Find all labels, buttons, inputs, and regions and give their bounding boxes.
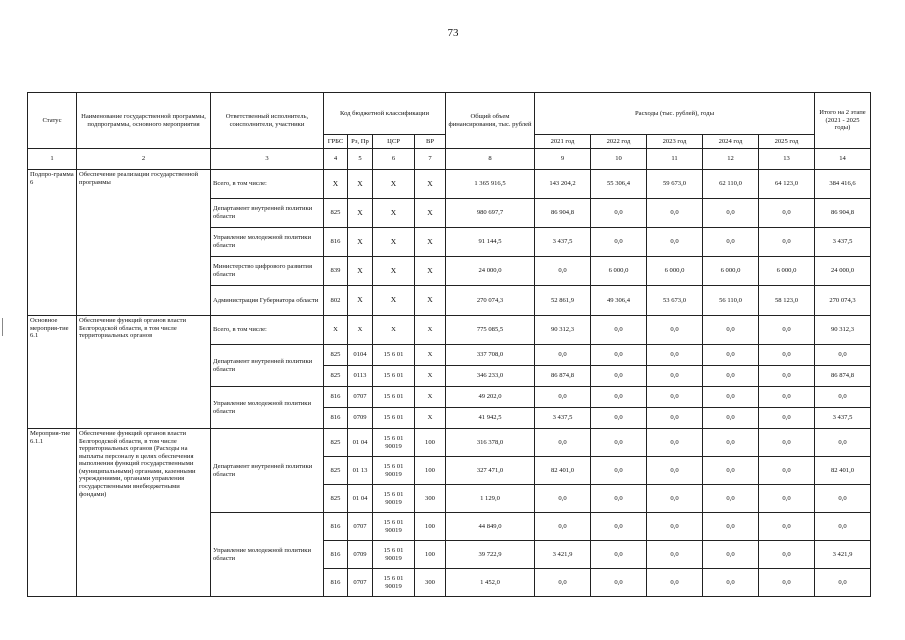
cell-2025: 6 000,0 (759, 257, 815, 286)
cell-2025: 0,0 (759, 457, 815, 485)
page-number: 73 (447, 27, 459, 39)
cell-vr: Х (415, 199, 446, 228)
cell-vr: Х (415, 408, 446, 429)
row-status: Мероприя-тие 6.1.1 (28, 429, 77, 597)
cell-csr: Х (373, 286, 415, 316)
cell-2023: 0,0 (647, 457, 703, 485)
column-number: 3 (211, 149, 324, 170)
row-executor: Всего, в том числе: (211, 170, 324, 199)
header-grbs: ГРБС (324, 135, 348, 149)
cell-rzpr: Х (348, 170, 373, 199)
cell-stage-total: 384 416,6 (815, 170, 871, 199)
cell-vr: 300 (415, 569, 446, 597)
cell-grbs: 839 (324, 257, 348, 286)
row-executor: Департамент внутренней политики области (211, 429, 324, 513)
header-name: Наименование государственной программы, подпрограммы, основного мероприятия (77, 93, 211, 149)
cell-2025: 0,0 (759, 408, 815, 429)
header-status: Статус (28, 93, 77, 149)
cell-grbs: Х (324, 316, 348, 345)
cell-2021: 86 904,8 (535, 199, 591, 228)
column-number: 4 (324, 149, 348, 170)
cell-2022: 0,0 (591, 429, 647, 457)
cell-2024: 0,0 (703, 345, 759, 366)
cell-2024: 62 110,0 (703, 170, 759, 199)
cell-stage-total: 270 074,3 (815, 286, 871, 316)
scan-edge-mark (2, 318, 3, 336)
row-executor: Департамент внутренней политики области (211, 345, 324, 387)
cell-2022: 0,0 (591, 199, 647, 228)
cell-stage-total: 0,0 (815, 429, 871, 457)
header-year: 2025 год (759, 135, 815, 149)
cell-2023: 0,0 (647, 569, 703, 597)
header-stage-total: Итого на 2 этапе (2021 - 2025 годы) (815, 93, 871, 149)
column-number: 8 (446, 149, 535, 170)
cell-2022: 0,0 (591, 228, 647, 257)
cell-csr: 15 6 01 (373, 366, 415, 387)
cell-2021: 0,0 (535, 429, 591, 457)
cell-csr: 15 6 01 90019 (373, 569, 415, 597)
row-executor: Управление молодежной политики области (211, 513, 324, 597)
cell-vr: Х (415, 257, 446, 286)
cell-grbs: 816 (324, 569, 348, 597)
cell-stage-total: 0,0 (815, 387, 871, 408)
row-name: Обеспечение функций органов власти Белгородской области, в том числе территориальных органов (Расходы на выплаты персоналу в целях обеспечения выполнения функций государственными (муниципальными) органами, казенными учреждениями, органами управления государственными внебюджетными фондами) (77, 429, 211, 597)
cell-total: 41 942,5 (446, 408, 535, 429)
cell-vr: Х (415, 286, 446, 316)
column-number: 14 (815, 149, 871, 170)
cell-rzpr: Х (348, 199, 373, 228)
cell-rzpr: 0104 (348, 345, 373, 366)
column-number: 2 (77, 149, 211, 170)
cell-rzpr: 0709 (348, 541, 373, 569)
cell-2023: 0,0 (647, 199, 703, 228)
column-number: 7 (415, 149, 446, 170)
cell-grbs: 816 (324, 408, 348, 429)
cell-2021: 3 437,5 (535, 408, 591, 429)
cell-rzpr: 0707 (348, 387, 373, 408)
cell-stage-total: 0,0 (815, 513, 871, 541)
cell-2021: 90 312,3 (535, 316, 591, 345)
cell-stage-total: 86 904,8 (815, 199, 871, 228)
cell-grbs: 825 (324, 199, 348, 228)
row-executor: Всего, в том числе: (211, 316, 324, 345)
cell-grbs: Х (324, 170, 348, 199)
cell-stage-total: 3 421,9 (815, 541, 871, 569)
row-executor: Администрация Губернатора области (211, 286, 324, 316)
cell-grbs: 816 (324, 228, 348, 257)
cell-2025: 0,0 (759, 541, 815, 569)
cell-2023: 0,0 (647, 513, 703, 541)
cell-2022: 0,0 (591, 569, 647, 597)
cell-stage-total: 82 401,0 (815, 457, 871, 485)
cell-stage-total: 24 000,0 (815, 257, 871, 286)
table-row (28, 429, 871, 457)
cell-rzpr: Х (348, 286, 373, 316)
cell-total: 346 233,0 (446, 366, 535, 387)
cell-2024: 0,0 (703, 513, 759, 541)
cell-2023: 0,0 (647, 429, 703, 457)
cell-grbs: 816 (324, 513, 348, 541)
cell-2025: 0,0 (759, 485, 815, 513)
cell-csr: Х (373, 257, 415, 286)
cell-2021: 0,0 (535, 257, 591, 286)
cell-rzpr: 0709 (348, 408, 373, 429)
cell-2024: 0,0 (703, 485, 759, 513)
cell-rzpr: Х (348, 228, 373, 257)
table-row (28, 170, 871, 199)
column-number: 9 (535, 149, 591, 170)
cell-grbs: 825 (324, 366, 348, 387)
cell-vr: Х (415, 366, 446, 387)
column-number: 13 (759, 149, 815, 170)
cell-grbs: 816 (324, 541, 348, 569)
header-expenses: Расходы (тыс. рублей), годы (535, 93, 815, 135)
row-status: Подпро-грамма 6 (28, 170, 77, 316)
cell-2024: 0,0 (703, 541, 759, 569)
cell-2023: 0,0 (647, 387, 703, 408)
header-year: 2023 год (647, 135, 703, 149)
cell-total: 1 452,0 (446, 569, 535, 597)
cell-2024: 0,0 (703, 199, 759, 228)
cell-2024: 0,0 (703, 387, 759, 408)
cell-total: 270 074,3 (446, 286, 535, 316)
cell-csr: Х (373, 228, 415, 257)
cell-2024: 0,0 (703, 366, 759, 387)
cell-grbs: 825 (324, 457, 348, 485)
cell-grbs: 816 (324, 387, 348, 408)
cell-2025: 58 123,0 (759, 286, 815, 316)
cell-total: 39 722,9 (446, 541, 535, 569)
cell-2023: 0,0 (647, 316, 703, 345)
cell-2025: 0,0 (759, 345, 815, 366)
cell-2022: 0,0 (591, 387, 647, 408)
column-number: 11 (647, 149, 703, 170)
cell-rzpr: 0707 (348, 569, 373, 597)
cell-csr: 15 6 01 90019 (373, 541, 415, 569)
cell-2025: 0,0 (759, 429, 815, 457)
cell-rzpr: 01 13 (348, 457, 373, 485)
cell-2022: 0,0 (591, 366, 647, 387)
table-header (28, 93, 871, 170)
column-number-row (28, 149, 871, 170)
cell-2022: 0,0 (591, 316, 647, 345)
cell-grbs: 825 (324, 345, 348, 366)
cell-2022: 0,0 (591, 513, 647, 541)
cell-stage-total: 3 437,5 (815, 408, 871, 429)
column-number: 6 (373, 149, 415, 170)
cell-vr: 300 (415, 485, 446, 513)
cell-2022: 0,0 (591, 485, 647, 513)
cell-2025: 0,0 (759, 316, 815, 345)
header-budget-code: Код бюджетной классификации (324, 93, 446, 135)
cell-stage-total: 0,0 (815, 569, 871, 597)
cell-total: 49 202,0 (446, 387, 535, 408)
cell-grbs: 802 (324, 286, 348, 316)
cell-2023: 59 673,0 (647, 170, 703, 199)
cell-2024: 56 110,0 (703, 286, 759, 316)
cell-2021: 52 861,9 (535, 286, 591, 316)
row-executor: Управление молодежной политики области (211, 387, 324, 429)
cell-2022: 6 000,0 (591, 257, 647, 286)
cell-csr: 15 6 01 90019 (373, 457, 415, 485)
cell-vr: Х (415, 170, 446, 199)
header-rzpr: Рз, Пр (348, 135, 373, 149)
column-number: 12 (703, 149, 759, 170)
table-body (28, 170, 871, 597)
cell-2023: 0,0 (647, 541, 703, 569)
cell-total: 316 378,0 (446, 429, 535, 457)
header-year: 2022 год (591, 135, 647, 149)
header-year: 2024 год (703, 135, 759, 149)
cell-2024: 0,0 (703, 316, 759, 345)
header-executor: Ответственный исполнитель, соисполнители, участники (211, 93, 324, 149)
cell-total: 44 849,0 (446, 513, 535, 541)
cell-2023: 0,0 (647, 228, 703, 257)
cell-2024: 6 000,0 (703, 257, 759, 286)
cell-grbs: 825 (324, 485, 348, 513)
table-row (28, 316, 871, 345)
cell-2022: 55 306,4 (591, 170, 647, 199)
row-executor: Управление молодежной политики области (211, 228, 324, 257)
cell-vr: Х (415, 387, 446, 408)
cell-2023: 0,0 (647, 485, 703, 513)
row-executor: Департамент внутренней политики области (211, 199, 324, 228)
row-status: Основное мероприя-тие 6.1 (28, 316, 77, 429)
cell-2022: 49 306,4 (591, 286, 647, 316)
cell-rzpr: 0707 (348, 513, 373, 541)
cell-2023: 0,0 (647, 366, 703, 387)
cell-stage-total: 0,0 (815, 345, 871, 366)
cell-csr: 15 6 01 (373, 408, 415, 429)
cell-csr: Х (373, 170, 415, 199)
cell-csr: 15 6 01 (373, 387, 415, 408)
header-total: Общий объем финансирования, тыс. рублей (446, 93, 535, 149)
cell-rzpr: Х (348, 316, 373, 345)
cell-total: 1 129,0 (446, 485, 535, 513)
cell-rzpr: 01 04 (348, 485, 373, 513)
column-number: 1 (28, 149, 77, 170)
cell-2021: 0,0 (535, 345, 591, 366)
cell-2022: 0,0 (591, 408, 647, 429)
cell-2021: 3 421,9 (535, 541, 591, 569)
cell-2024: 0,0 (703, 408, 759, 429)
row-name: Обеспечение реализации государственной программы (77, 170, 211, 316)
cell-rzpr: 01 04 (348, 429, 373, 457)
cell-vr: 100 (415, 513, 446, 541)
column-number: 10 (591, 149, 647, 170)
cell-stage-total: 86 874,8 (815, 366, 871, 387)
cell-2025: 0,0 (759, 513, 815, 541)
cell-2021: 143 204,2 (535, 170, 591, 199)
cell-2025: 0,0 (759, 199, 815, 228)
cell-total: 1 365 916,5 (446, 170, 535, 199)
cell-2024: 0,0 (703, 457, 759, 485)
column-number: 5 (348, 149, 373, 170)
cell-stage-total: 3 437,5 (815, 228, 871, 257)
row-executor: Министерство цифрового развития области (211, 257, 324, 286)
cell-csr: Х (373, 316, 415, 345)
cell-csr: 15 6 01 90019 (373, 429, 415, 457)
cell-2024: 0,0 (703, 429, 759, 457)
header-csr: ЦСР (373, 135, 415, 149)
cell-2021: 3 437,5 (535, 228, 591, 257)
cell-vr: 100 (415, 541, 446, 569)
header-year: 2021 год (535, 135, 591, 149)
cell-vr: 100 (415, 457, 446, 485)
cell-2021: 0,0 (535, 387, 591, 408)
cell-2023: 0,0 (647, 345, 703, 366)
cell-vr: 100 (415, 429, 446, 457)
cell-total: 91 144,5 (446, 228, 535, 257)
cell-2021: 86 874,8 (535, 366, 591, 387)
cell-csr: Х (373, 199, 415, 228)
header-vr: ВР (415, 135, 446, 149)
row-name: Обеспечение функций органов власти Белгородской области, в том числе территориальных органов (77, 316, 211, 429)
cell-2024: 0,0 (703, 228, 759, 257)
cell-2025: 0,0 (759, 569, 815, 597)
cell-2023: 0,0 (647, 408, 703, 429)
cell-csr: 15 6 01 (373, 345, 415, 366)
cell-csr: 15 6 01 90019 (373, 485, 415, 513)
cell-csr: 15 6 01 90019 (373, 513, 415, 541)
budget-table (27, 92, 871, 597)
cell-2021: 0,0 (535, 485, 591, 513)
cell-2025: 0,0 (759, 387, 815, 408)
cell-2022: 0,0 (591, 457, 647, 485)
cell-stage-total: 90 312,3 (815, 316, 871, 345)
cell-total: 337 708,0 (446, 345, 535, 366)
cell-rzpr: Х (348, 257, 373, 286)
cell-total: 980 697,7 (446, 199, 535, 228)
cell-2021: 0,0 (535, 513, 591, 541)
cell-2021: 0,0 (535, 569, 591, 597)
cell-rzpr: 0113 (348, 366, 373, 387)
cell-2025: 0,0 (759, 228, 815, 257)
cell-2022: 0,0 (591, 345, 647, 366)
cell-total: 327 471,0 (446, 457, 535, 485)
cell-vr: Х (415, 345, 446, 366)
cell-total: 775 085,5 (446, 316, 535, 345)
cell-2022: 0,0 (591, 541, 647, 569)
cell-stage-total: 0,0 (815, 485, 871, 513)
cell-2021: 82 401,0 (535, 457, 591, 485)
cell-total: 24 000,0 (446, 257, 535, 286)
cell-2024: 0,0 (703, 569, 759, 597)
cell-2025: 64 123,0 (759, 170, 815, 199)
cell-vr: Х (415, 228, 446, 257)
cell-vr: Х (415, 316, 446, 345)
cell-2023: 6 000,0 (647, 257, 703, 286)
cell-grbs: 825 (324, 429, 348, 457)
cell-2025: 0,0 (759, 366, 815, 387)
cell-2023: 53 673,0 (647, 286, 703, 316)
